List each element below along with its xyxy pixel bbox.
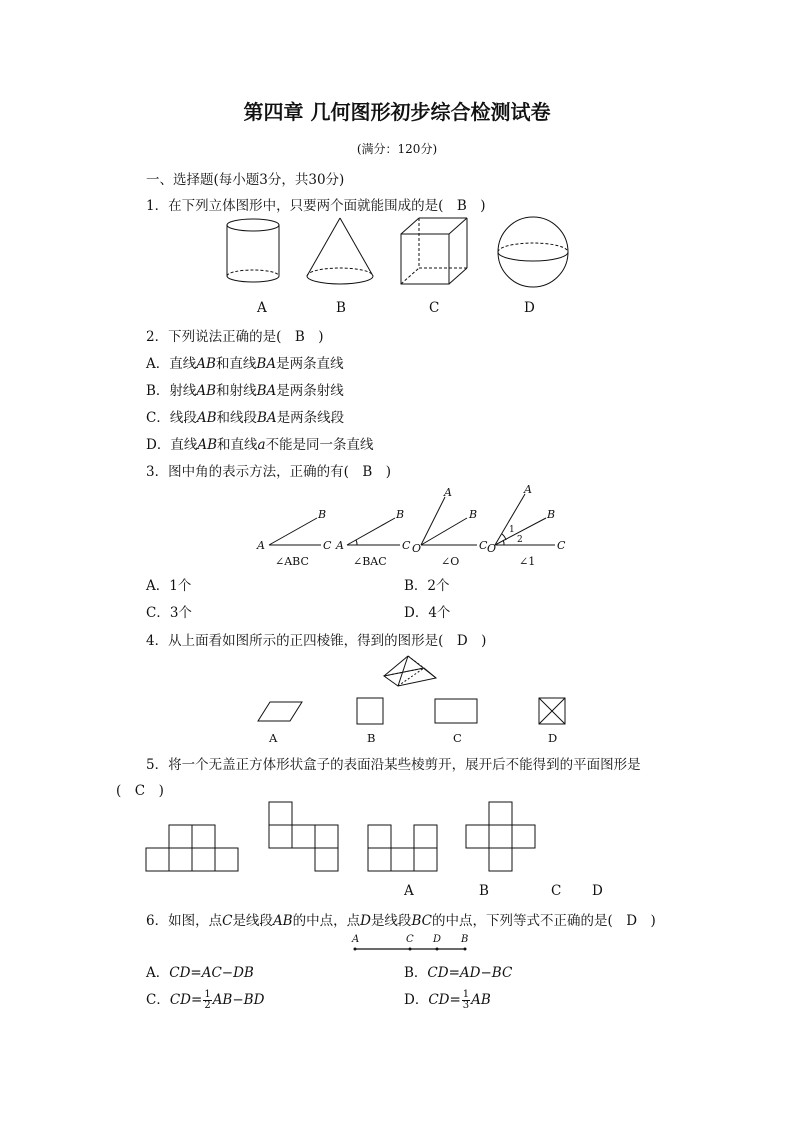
fig1-caption: ∠ABC bbox=[275, 555, 309, 568]
q4-label-a: A bbox=[269, 731, 278, 745]
fig4-letter-o: O bbox=[487, 542, 497, 555]
q2-option-a bbox=[146, 352, 344, 372]
numerator: 1 bbox=[462, 989, 470, 1000]
math-var: C bbox=[222, 913, 233, 929]
math-expr: CD=AD−BC bbox=[427, 965, 513, 981]
page-title: 第四章 几何图形初步综合检测试卷 bbox=[243, 100, 551, 124]
option-text: 和直线 bbox=[217, 437, 258, 453]
option-text: 和射线 bbox=[216, 383, 257, 399]
cone-shape bbox=[307, 218, 373, 284]
q2-option-c bbox=[146, 406, 344, 426]
q6-option-b bbox=[404, 961, 512, 981]
q4-label-b: B bbox=[367, 731, 376, 745]
q1-stem: 1．在下列立体图形中，只要两个面就能围成的是( B ) bbox=[146, 198, 486, 214]
q1-label-a: A bbox=[257, 300, 267, 316]
q4-stem: 4．从上面看如图所示的正四棱锥，得到的图形是( D ) bbox=[146, 633, 487, 649]
q2-option-d bbox=[146, 433, 374, 453]
fig4-caption: ∠1 bbox=[519, 555, 536, 568]
fig3-letter-a: A bbox=[444, 486, 452, 499]
fig4-letter-c: C bbox=[557, 539, 566, 552]
q5-stem-line2: ( C ) bbox=[116, 783, 164, 799]
option-label: B． bbox=[404, 965, 428, 981]
fig3-letter-b: B bbox=[469, 508, 478, 521]
option-text: C．线段 bbox=[146, 410, 197, 426]
math-var: BA bbox=[257, 410, 277, 426]
q6-segment-figure bbox=[345, 930, 475, 956]
q4-label-c: C bbox=[453, 731, 462, 745]
fig3-letter-o: O bbox=[412, 542, 422, 555]
q4-shape-c-rectangle bbox=[435, 699, 477, 723]
option-text: A．直线 bbox=[146, 356, 197, 372]
option-text: 是两条线段 bbox=[276, 410, 345, 426]
q3-stem: 3．图中角的表示方法，正确的有( B ) bbox=[146, 464, 392, 480]
fig4-letter-b: B bbox=[547, 508, 556, 521]
option-text: 是两条射线 bbox=[276, 383, 344, 399]
q3-option-a: A．1个 bbox=[146, 578, 192, 594]
q6-point-c: C bbox=[406, 934, 414, 945]
math-var: BA bbox=[256, 356, 277, 372]
fig2-letter-c: C bbox=[402, 539, 411, 552]
option-text: 是两条直线 bbox=[276, 356, 344, 372]
q6-point-a: A bbox=[352, 934, 360, 945]
math-var: AB bbox=[196, 383, 217, 399]
fig2-caption: ∠BAC bbox=[353, 555, 387, 568]
q1-solids-figure bbox=[215, 214, 575, 294]
fig4-number-2: 2 bbox=[517, 535, 523, 545]
stem-text: 的中点，下列等式不正确的是( D ) bbox=[431, 913, 656, 929]
q1-label-c: C bbox=[429, 300, 440, 316]
math-var: BA bbox=[256, 383, 277, 399]
option-text: D．直线 bbox=[146, 437, 198, 453]
q4-label-d: D bbox=[548, 731, 558, 745]
q2-stem: 2．下列说法正确的是( B ) bbox=[146, 329, 324, 345]
option-text: 不能是同一条直线 bbox=[265, 437, 374, 453]
q5-label-d: D bbox=[592, 883, 603, 899]
stem-text: 是线段 bbox=[232, 913, 273, 929]
q1-label-b: B bbox=[336, 300, 346, 316]
option-text: 和线段 bbox=[216, 410, 258, 426]
option-text: B．射线 bbox=[146, 383, 197, 399]
fig2-letter-a: A bbox=[336, 539, 344, 552]
cylinder-shape bbox=[227, 219, 279, 282]
q6-stem bbox=[146, 909, 656, 929]
option-label: A． bbox=[146, 965, 170, 981]
fig1-letter-c: C bbox=[323, 539, 332, 552]
denominator: 3 bbox=[462, 1000, 470, 1011]
q3-option-b: B．2个 bbox=[404, 578, 450, 594]
q4-pyramid-figure bbox=[380, 654, 440, 692]
math-var: AB bbox=[197, 437, 217, 453]
q4-options-figure bbox=[250, 694, 580, 726]
fig4-letter-a: A bbox=[524, 483, 532, 496]
q3-option-c: C．3个 bbox=[146, 605, 192, 621]
q6-point-d: D bbox=[433, 934, 442, 945]
q3-angles-figure bbox=[255, 482, 575, 572]
fig1-letter-b: B bbox=[318, 508, 327, 521]
stem-text: 的中点，点 bbox=[292, 913, 361, 929]
math-expr: CD= bbox=[428, 992, 461, 1008]
q6-option-d bbox=[404, 988, 491, 1011]
fig4-number-1: 1 bbox=[509, 525, 515, 535]
math-expr: AB bbox=[471, 992, 491, 1008]
q5-label-c: C bbox=[551, 883, 562, 899]
stem-text: 6．如图，点 bbox=[146, 913, 223, 929]
section-heading: 一、选择题(每小题3分，共30分) bbox=[146, 172, 345, 188]
q2-option-b bbox=[146, 379, 344, 399]
fig3-caption: ∠O bbox=[441, 555, 460, 568]
q3-option-d: D．4个 bbox=[404, 605, 451, 621]
q4-shape-a-parallelogram bbox=[258, 702, 302, 721]
fig2-letter-b: B bbox=[396, 508, 405, 521]
sphere-shape bbox=[498, 217, 568, 287]
cube-shape bbox=[401, 218, 467, 284]
q5-label-a: A bbox=[404, 883, 414, 899]
option-label: D． bbox=[404, 992, 429, 1008]
fig3-letter-c: C bbox=[479, 539, 488, 552]
math-var: AB bbox=[272, 913, 293, 929]
q5-stem-line1: 5．将一个无盖正方体形状盒子的表面沿某些棱剪开，展开后不能得到的平面图形是 bbox=[146, 757, 641, 773]
fraction bbox=[462, 990, 470, 1011]
math-expr: AB−BD bbox=[212, 992, 265, 1008]
option-text: 和直线 bbox=[215, 356, 257, 372]
fig1-letter-a: A bbox=[257, 539, 265, 552]
fraction bbox=[203, 990, 211, 1011]
q6-option-c bbox=[146, 988, 264, 1011]
stem-text: 是线段 bbox=[370, 913, 412, 929]
q6-option-a bbox=[146, 961, 254, 981]
math-var: D bbox=[360, 913, 371, 929]
math-var: AB bbox=[196, 410, 217, 426]
math-expr: CD=AC−DB bbox=[169, 965, 254, 981]
numerator: 1 bbox=[204, 989, 211, 1000]
math-var: AB bbox=[196, 356, 216, 372]
denominator: 2 bbox=[204, 1000, 211, 1011]
q5-label-b: B bbox=[479, 883, 489, 899]
math-var: a bbox=[257, 437, 266, 453]
q6-point-b: B bbox=[461, 934, 469, 945]
q1-label-d: D bbox=[524, 300, 535, 316]
q5-nets-figure bbox=[140, 798, 550, 878]
math-var: BC bbox=[411, 913, 432, 929]
math-expr: CD= bbox=[169, 992, 203, 1008]
option-label: C． bbox=[146, 992, 170, 1008]
score-note: (满分：120分) bbox=[356, 142, 438, 156]
q4-shape-b-square bbox=[357, 698, 383, 724]
